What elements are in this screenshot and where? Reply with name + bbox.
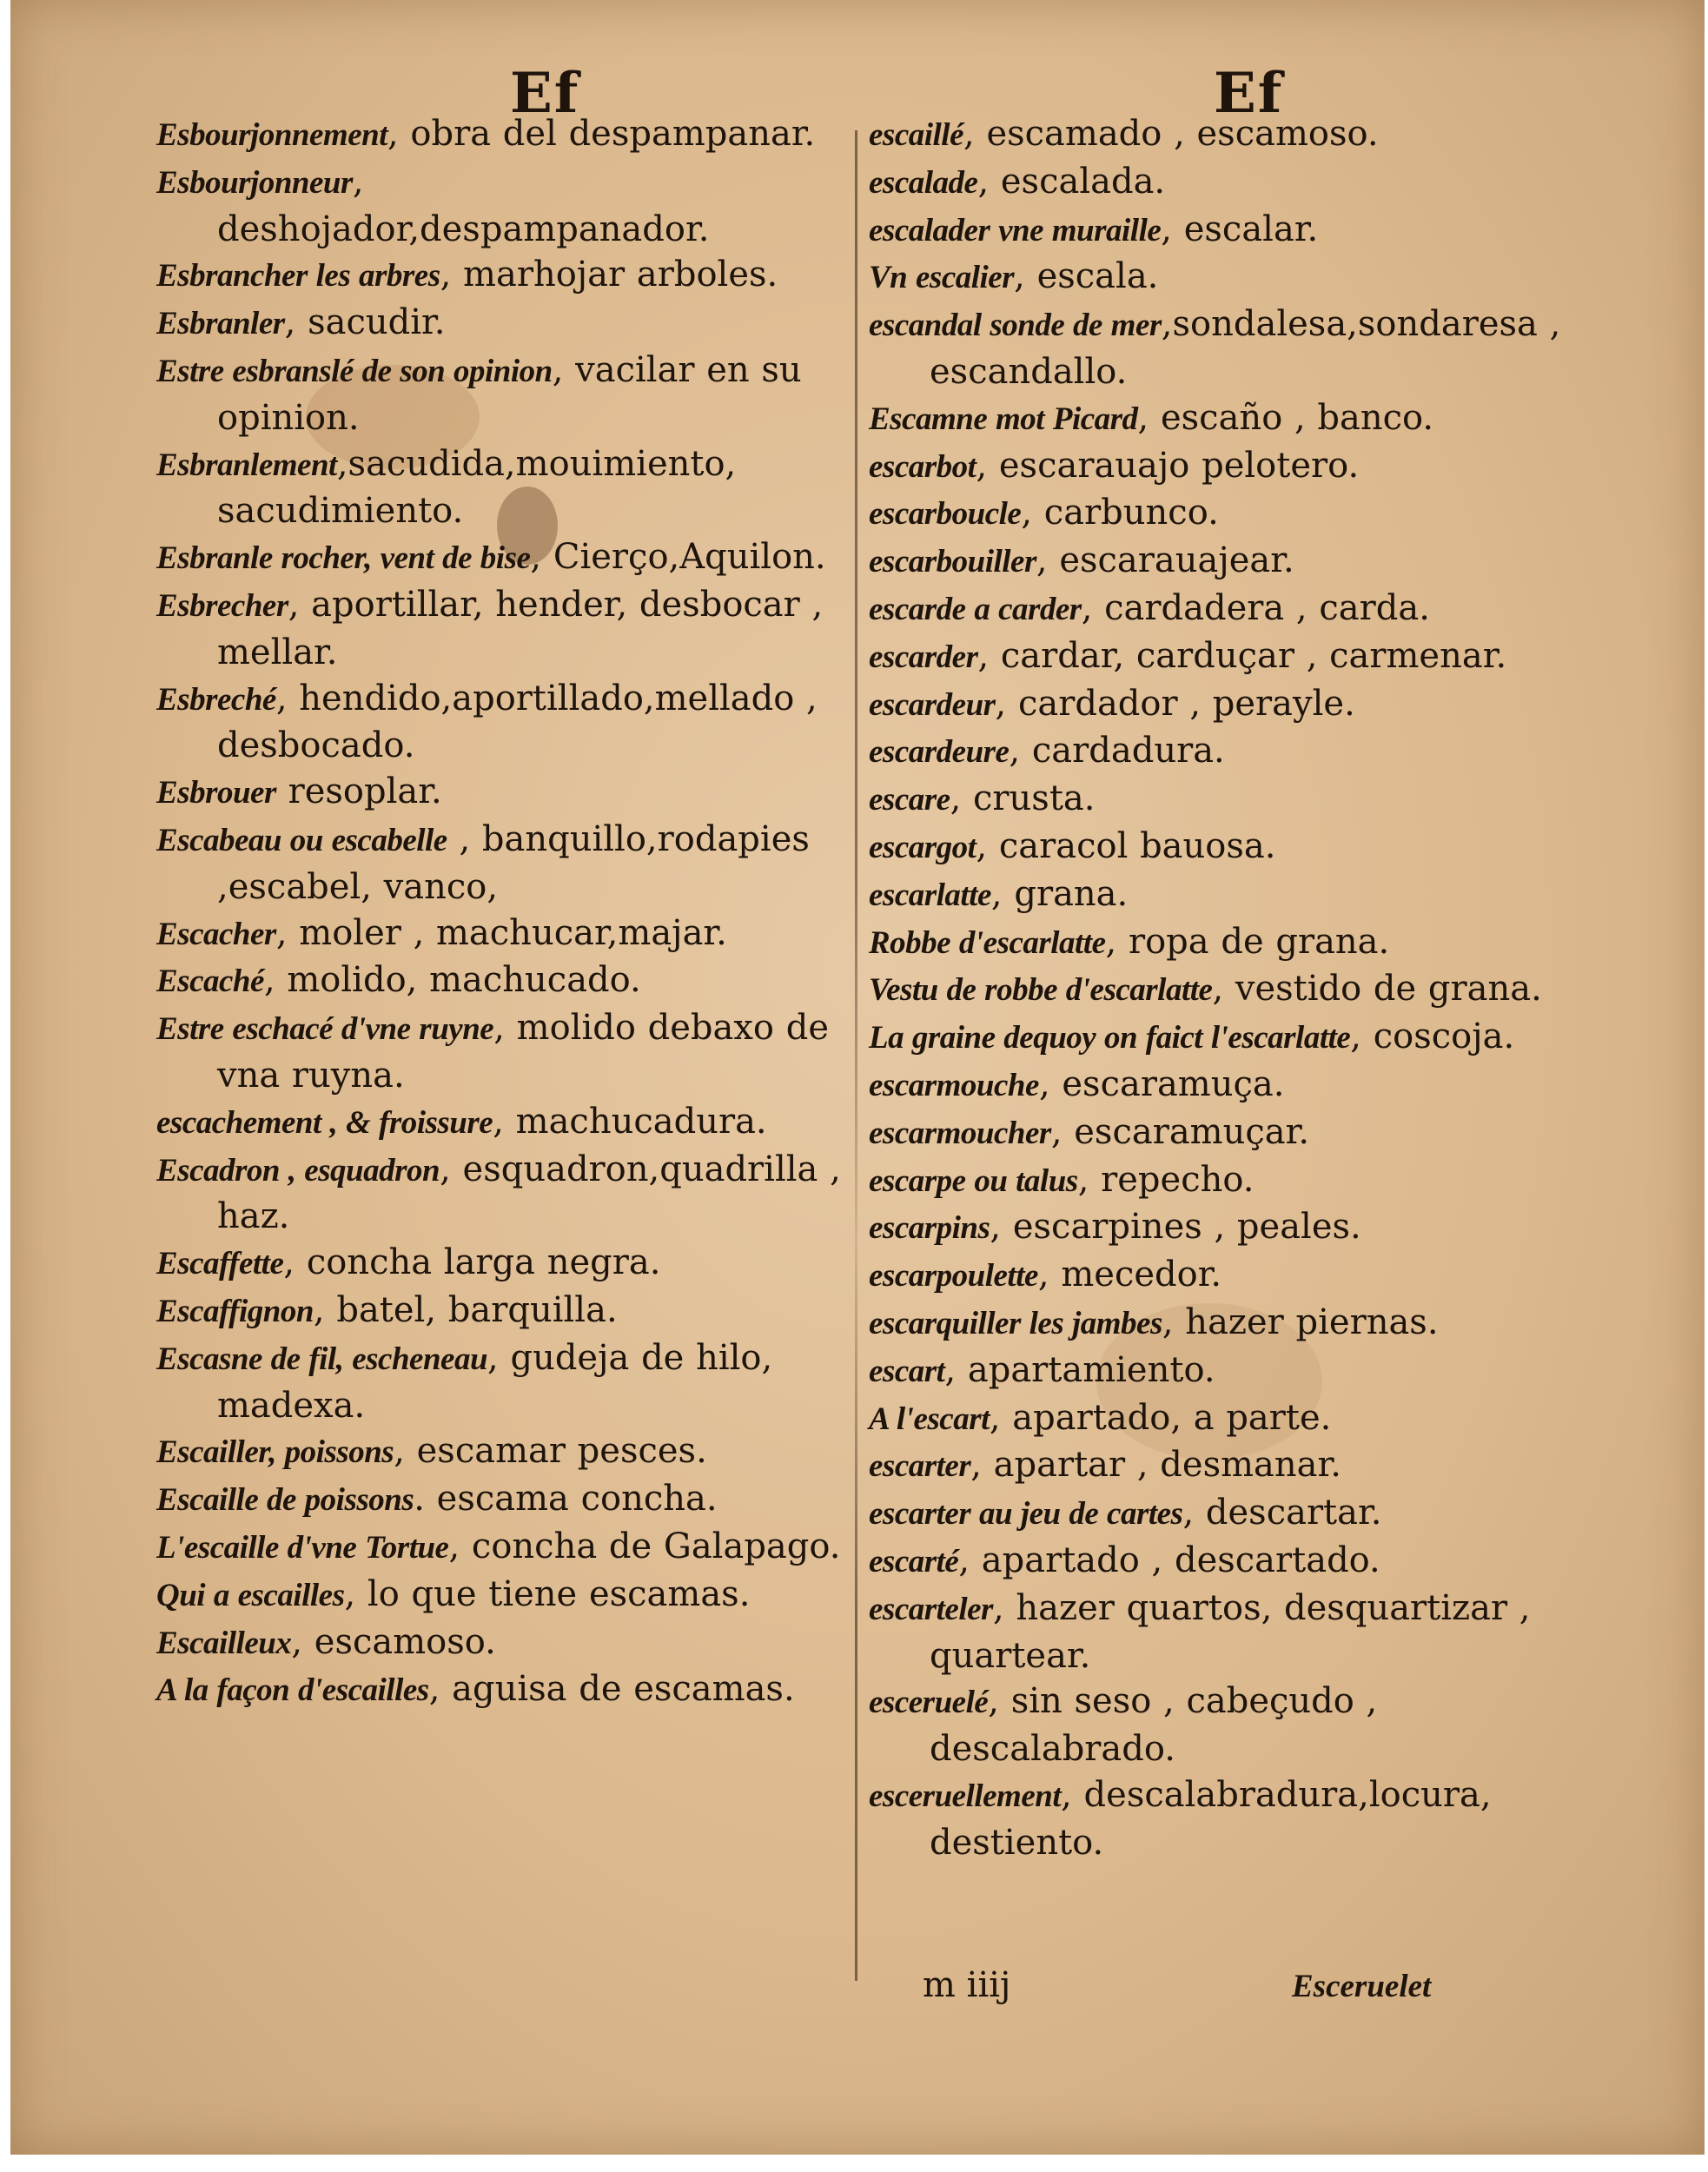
dictionary-entry xyxy=(869,111,1572,159)
definition: , vacilar en su opinion. xyxy=(217,349,802,438)
dictionary-entry xyxy=(156,1619,843,1667)
headword: Esbreché xyxy=(156,681,276,718)
column-rule xyxy=(855,130,857,1981)
dictionary-entry xyxy=(869,1538,1572,1586)
definition: , crusta. xyxy=(950,778,1096,819)
dictionary-entry xyxy=(869,1300,1572,1348)
definition: , hazer piernas. xyxy=(1162,1301,1439,1342)
definition: , cardador , perayle. xyxy=(995,683,1355,724)
definition: , sacudir. xyxy=(284,302,446,343)
definition: , escarpines , peales. xyxy=(990,1207,1361,1248)
definition: , escaramuça. xyxy=(1038,1063,1285,1104)
headword: escarboucle xyxy=(869,496,1022,533)
dictionary-entry xyxy=(156,582,843,676)
headword: escarpe ou talus xyxy=(869,1162,1078,1199)
headword: A la façon d'escailles xyxy=(156,1672,429,1709)
dictionary-entry xyxy=(869,1157,1572,1205)
definition: , apartamiento. xyxy=(944,1349,1215,1390)
dictionary-entry xyxy=(156,1335,843,1429)
headword: Escamne mot Picard xyxy=(869,401,1138,437)
dictionary-entry xyxy=(156,1099,843,1147)
headword: La graine dequoy on faict l'escarlatte xyxy=(869,1020,1351,1056)
definition: , sin seso , cabeçudo , descalabrado. xyxy=(930,1681,1378,1770)
definition: , banquillo,rodapies ,escabel, vanco, xyxy=(217,818,810,907)
definition: , escarauajo pelotero. xyxy=(976,445,1360,486)
dictionary-entry xyxy=(156,252,843,300)
dictionary-entry xyxy=(869,1395,1572,1443)
definition: , descalabradura,locura, destiento. xyxy=(930,1774,1492,1863)
definition: , escalar. xyxy=(1161,209,1319,249)
headword: Escaffignon xyxy=(156,1293,314,1329)
dictionary-entry xyxy=(869,1772,1572,1866)
dictionary-entry xyxy=(156,348,843,441)
definition: , escamado , escamoso. xyxy=(963,114,1379,154)
dictionary-entry xyxy=(869,871,1572,919)
headword: esceruelé xyxy=(869,1685,989,1721)
headword: Vn escalier xyxy=(869,260,1015,296)
definition: , marhojar arboles. xyxy=(440,255,778,295)
dictionary-entry xyxy=(156,111,843,159)
headword: Esbourjonneur xyxy=(156,164,353,201)
dictionary-entry xyxy=(156,769,843,817)
definition: , deshojador,despampanador. xyxy=(217,161,710,249)
definition: , machucadura. xyxy=(493,1101,767,1142)
right-column xyxy=(869,111,1572,1865)
headword: escarmoucher xyxy=(869,1115,1051,1151)
dictionary-entry xyxy=(156,1240,843,1288)
headword: Robbe d'escarlatte xyxy=(869,924,1106,961)
dictionary-entry xyxy=(869,824,1572,871)
definition: , molido debaxo de vna ruyna. xyxy=(217,1008,829,1096)
definition: , apartar , desmanar. xyxy=(970,1445,1341,1486)
definition: , escalada. xyxy=(977,161,1166,202)
headword: Escadron , esquadron xyxy=(156,1152,440,1189)
headword: escaillé xyxy=(869,117,964,153)
dictionary-entry xyxy=(869,1586,1572,1679)
definition: , cardadera , carda. xyxy=(1081,587,1430,628)
headword: escarteler xyxy=(869,1591,993,1627)
headword: Qui a escailles xyxy=(156,1577,345,1613)
headword: escardeur xyxy=(869,686,996,723)
dictionary-entry xyxy=(869,681,1572,729)
definition: , aguisa de escamas. xyxy=(428,1669,795,1710)
dictionary-entry xyxy=(869,395,1572,443)
dictionary-entry xyxy=(869,1109,1572,1157)
definition: , apartado , descartado. xyxy=(958,1540,1380,1580)
running-head-left: Ef xyxy=(510,61,580,126)
dictionary-entry xyxy=(869,1062,1572,1109)
dictionary-entry xyxy=(156,817,843,911)
definition: , gudeja de hilo, madexa. xyxy=(217,1337,773,1426)
definition: , molido, machucado. xyxy=(263,960,641,1001)
dictionary-entry xyxy=(869,919,1572,967)
dictionary-entry xyxy=(869,1679,1572,1772)
headword: escarpins xyxy=(869,1210,990,1247)
dictionary-entry xyxy=(156,1288,843,1335)
headword: Esbrancher les arbres xyxy=(156,258,440,295)
dictionary-entry xyxy=(869,254,1572,301)
headword: escarbouiller xyxy=(869,544,1036,580)
definition: , Cierço,Aquilon. xyxy=(530,537,826,578)
definition: , hazer quartos, desquartizar , quartear. xyxy=(930,1587,1531,1676)
definition: , escaño , banco. xyxy=(1137,397,1434,438)
headword: escalade xyxy=(869,164,978,201)
definition: , aportillar, hender, desbocar , mellar. xyxy=(217,584,824,672)
dictionary-entry xyxy=(156,300,843,348)
definition: , repecho. xyxy=(1077,1159,1255,1200)
headword: Escabeau ou escabelle xyxy=(156,822,447,858)
definition: , escaramuçar. xyxy=(1050,1111,1310,1152)
headword: Vestu de robbe d'escarlatte xyxy=(869,972,1213,1009)
headword: escarder xyxy=(869,639,978,675)
headword: escarbot xyxy=(869,448,976,485)
definition: ,sacudida,mouimiento, sacudimiento. xyxy=(217,443,737,532)
dictionary-entry xyxy=(869,1348,1572,1395)
dictionary-entry xyxy=(869,1014,1572,1062)
headword: Escasne de fil, escheneau xyxy=(156,1341,488,1377)
headword: Escaché xyxy=(156,963,264,1000)
headword: escandal sonde de mer xyxy=(869,308,1162,344)
definition: , concha larga negra. xyxy=(283,1242,661,1283)
dictionary-entry xyxy=(869,728,1572,776)
signature-mark: m iiij xyxy=(923,1965,1011,2005)
dictionary-entry xyxy=(869,301,1572,395)
headword: escarlatte xyxy=(869,877,991,913)
headword: Escailler, poissons xyxy=(156,1434,394,1471)
definition: . escama concha. xyxy=(414,1479,718,1520)
headword: Estre esbranslé de son opinion xyxy=(156,353,553,389)
definition: , esquadron,quadrilla , haz. xyxy=(217,1149,841,1237)
headword: escalader vne muraille xyxy=(869,212,1162,248)
dictionary-entry xyxy=(869,443,1572,491)
headword: Esbranle rocher, vent de bise xyxy=(156,540,531,577)
dictionary-entry xyxy=(156,676,843,770)
definition: , cardar, carduçar , carmenar. xyxy=(977,635,1507,676)
definition: , concha de Galapago. xyxy=(448,1526,841,1566)
definition: , escamar pesces. xyxy=(394,1431,707,1472)
dictionary-entry xyxy=(869,966,1572,1014)
dictionary-entry xyxy=(156,1147,843,1241)
headword: escare xyxy=(869,782,950,818)
headword: Escailleux xyxy=(156,1625,292,1661)
definition: , hendido,aportillado,mellado , desbocado. xyxy=(217,678,818,766)
definition: , coscoja. xyxy=(1350,1016,1515,1057)
dictionary-entry xyxy=(156,1524,843,1572)
headword: Esbrouer xyxy=(156,775,276,811)
headword: Estre eschacé d'vne ruyne xyxy=(156,1011,494,1048)
dictionary-entry xyxy=(869,159,1572,207)
dictionary-entry xyxy=(869,538,1572,586)
book-page xyxy=(10,0,1705,2155)
headword: Esbourjonnement xyxy=(156,117,387,153)
dictionary-entry xyxy=(156,957,843,1005)
dictionary-entry xyxy=(156,159,843,253)
definition: , obra del despampanar. xyxy=(387,114,816,154)
headword: escardeure xyxy=(869,734,1010,771)
headword: escargot xyxy=(869,829,976,865)
dictionary-entry xyxy=(869,586,1572,633)
definition: , vestido de grana. xyxy=(1212,969,1542,1010)
headword: Esbranler xyxy=(156,306,285,342)
definition: ,sondalesa,sondaresa , escandallo. xyxy=(930,304,1561,392)
definition: , escamoso. xyxy=(291,1621,496,1662)
definition: , caracol bauosa. xyxy=(976,825,1276,866)
dictionary-entry xyxy=(156,1666,843,1714)
definition: , cardadura. xyxy=(1009,731,1225,771)
headword: Escacher xyxy=(156,916,276,952)
dictionary-entry xyxy=(156,1572,843,1619)
definition: , carbunco. xyxy=(1021,493,1219,533)
definition: , apartado, a parte. xyxy=(989,1397,1332,1438)
definition: , escala. xyxy=(1014,256,1159,297)
headword: Escaille de poissons xyxy=(156,1482,414,1519)
dictionary-entry xyxy=(869,1252,1572,1300)
dictionary-entry xyxy=(869,1204,1572,1252)
headword: escarquiller les jambes xyxy=(869,1305,1162,1341)
definition: , batel, barquilla. xyxy=(313,1289,618,1330)
headword: escarter au jeu de cartes xyxy=(869,1496,1183,1533)
headword: A l'escart xyxy=(869,1401,990,1437)
headword: escart xyxy=(869,1353,945,1389)
definition: , descartar. xyxy=(1182,1493,1382,1533)
left-column xyxy=(156,111,843,1714)
headword: escarmouche xyxy=(869,1067,1039,1103)
dictionary-entry xyxy=(869,207,1572,255)
dictionary-entry xyxy=(869,1490,1572,1538)
headword: Escaffette xyxy=(156,1246,284,1282)
definition: , ropa de grana. xyxy=(1105,921,1390,962)
headword: Esbranlement xyxy=(156,447,337,483)
dictionary-entry xyxy=(156,911,843,958)
definition: , mecedor. xyxy=(1037,1255,1222,1295)
dictionary-entry xyxy=(156,1428,843,1476)
headword: L'escaille d'vne Tortue xyxy=(156,1529,449,1566)
headword: escarter xyxy=(869,1448,971,1485)
definition: resoplar. xyxy=(275,771,442,812)
headword: esceruellement xyxy=(869,1778,1062,1814)
headword: escarpoulette xyxy=(869,1258,1038,1295)
dictionary-entry xyxy=(156,534,843,582)
dictionary-entry xyxy=(869,633,1572,681)
headword: escarde a carder xyxy=(869,591,1082,627)
dictionary-entry xyxy=(156,1476,843,1524)
dictionary-entry xyxy=(869,1442,1572,1490)
dictionary-entry xyxy=(156,441,843,535)
dictionary-entry xyxy=(869,776,1572,824)
definition: , grana. xyxy=(990,873,1129,914)
running-head-right: Ef xyxy=(1214,61,1284,126)
headword: escachement , & froissure xyxy=(156,1104,493,1141)
definition: , moler , machucar,majar. xyxy=(275,912,727,953)
dictionary-entry xyxy=(869,490,1572,538)
headword: Esbrecher xyxy=(156,587,288,624)
catchword: Esceruelet xyxy=(1292,1969,1432,2004)
dictionary-entry xyxy=(156,1005,843,1099)
definition: , lo que tiene escamas. xyxy=(344,1573,751,1614)
definition: , escarauajear. xyxy=(1036,540,1294,581)
headword: escarté xyxy=(869,1543,959,1579)
